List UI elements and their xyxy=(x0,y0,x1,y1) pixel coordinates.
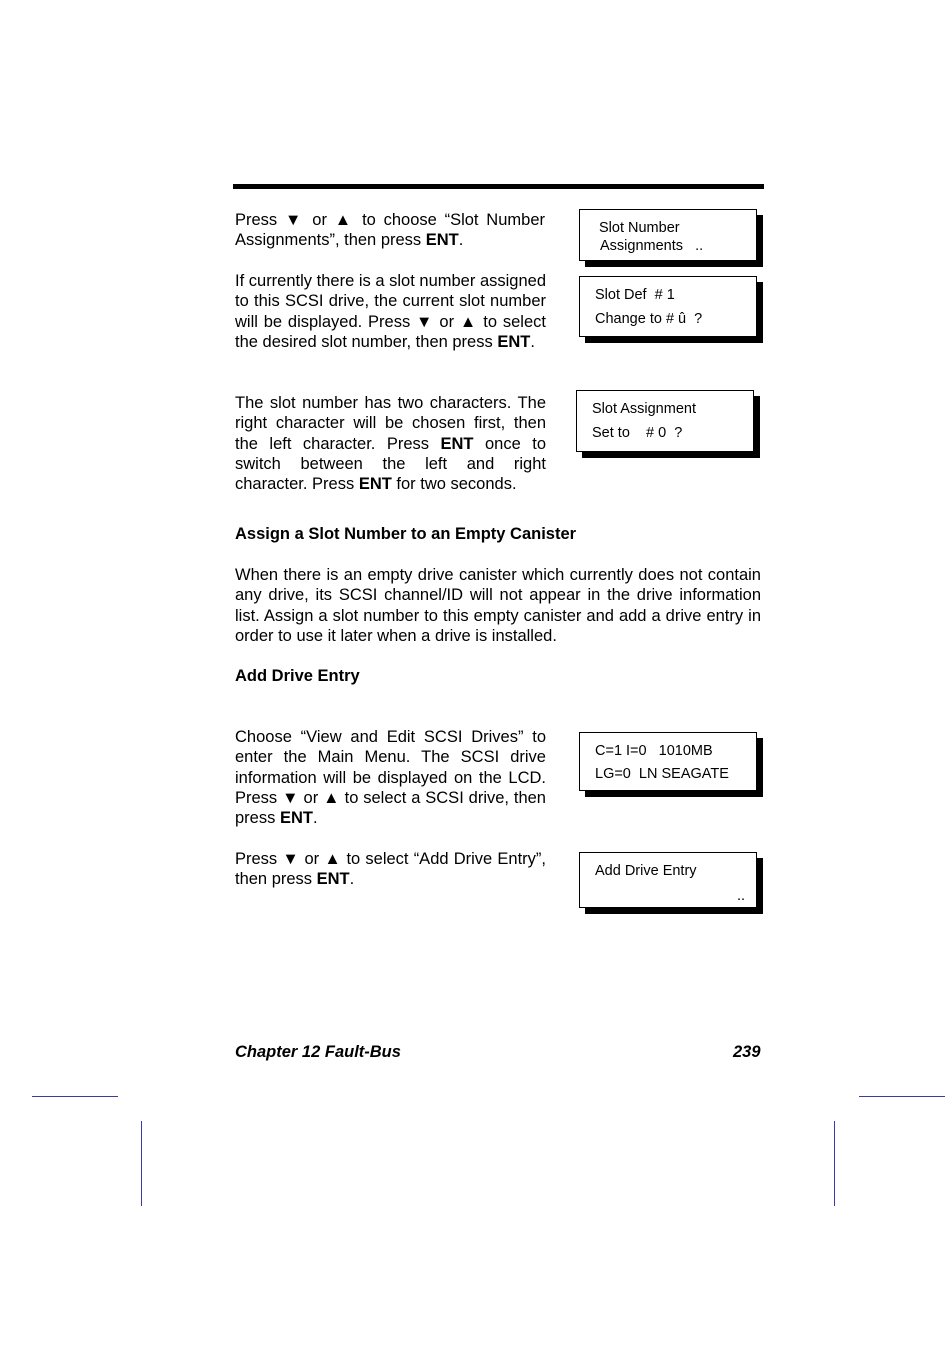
lcd-slot-def xyxy=(579,276,757,337)
lcd-line-2: Set to # 0 ? xyxy=(592,425,683,441)
lcd-line-2: .. xyxy=(737,888,746,904)
crop-mark-right-vertical xyxy=(834,1121,835,1206)
down-arrow-icon: ▼ xyxy=(282,788,299,807)
instruction-choose-assignments: Press ▼ or ▲ to choose “Slot Number Assignments”, then press ENT. xyxy=(235,211,545,250)
section-heading-add-drive: Add Drive Entry xyxy=(235,667,360,685)
lcd-line-1: Slot Number xyxy=(599,220,680,236)
lcd-line-1: Slot Def # 1 xyxy=(595,287,675,303)
up-arrow-icon: ▲ xyxy=(324,850,342,868)
lcd-line-2: Assignments .. xyxy=(600,238,704,254)
lcd-drive-info xyxy=(579,732,757,791)
lcd-slot-number-assignments xyxy=(579,209,757,261)
instruction-two-characters: The slot number has two characters. The right character will be chosen first, then the left character. Press ENT once to switch between the left and right character. Press ENT for two seconds. xyxy=(235,394,546,494)
empty-canister-body: When there is an empty drive canister which currently does not contain any drive, its SCSI channel/ID will not appear in the drive information list. Assign a slot number to this empty canister and add a drive entry in order to use it later when a drive is installed. xyxy=(235,566,761,645)
lcd-line-1: C=1 I=0 1010MB xyxy=(595,743,713,759)
down-arrow-icon: ▼ xyxy=(284,211,305,229)
up-arrow-icon: ▲ xyxy=(459,312,478,331)
up-arrow-icon: ▲ xyxy=(334,211,355,229)
lcd-line-1: Add Drive Entry xyxy=(595,863,697,879)
crop-mark-right-horizontal xyxy=(859,1096,945,1097)
header-rule xyxy=(233,184,764,189)
instruction-choose-view: Choose “View and Edit SCSI Drives” to enter the Main Menu. The SCSI drive information will be displayed on the LCD. Press ▼ or ▲ to select a SCSI drive, then press ENT. xyxy=(235,728,546,828)
down-arrow-icon: ▼ xyxy=(416,312,434,331)
crop-mark-left-horizontal xyxy=(32,1096,118,1097)
instruction-select-add: Press ▼ or ▲ to select “Add Drive Entry”, then press ENT. xyxy=(235,850,546,889)
lcd-slot-assignment xyxy=(576,390,754,452)
lcd-add-drive-entry xyxy=(579,852,757,908)
lcd-line-2: Change to # û ? xyxy=(595,311,703,327)
instruction-current-slot: If currently there is a slot number assigned to this SCSI drive, the current slot number will be displayed. Press ▼ or ▲ to select the desired slot number, then press ENT. xyxy=(235,272,546,351)
crop-mark-left-vertical xyxy=(141,1121,142,1206)
page-number: 239 xyxy=(733,1043,761,1061)
section-heading-empty-canister: Assign a Slot Number to an Empty Canister xyxy=(235,525,577,543)
footer-chapter: Chapter 12 Fault-Bus xyxy=(235,1043,401,1061)
lcd-line-2: LG=0 LN SEAGATE xyxy=(595,766,729,782)
up-arrow-icon: ▲ xyxy=(323,788,340,807)
down-arrow-icon: ▼ xyxy=(282,850,300,868)
lcd-line-1: Slot Assignment xyxy=(592,401,696,417)
